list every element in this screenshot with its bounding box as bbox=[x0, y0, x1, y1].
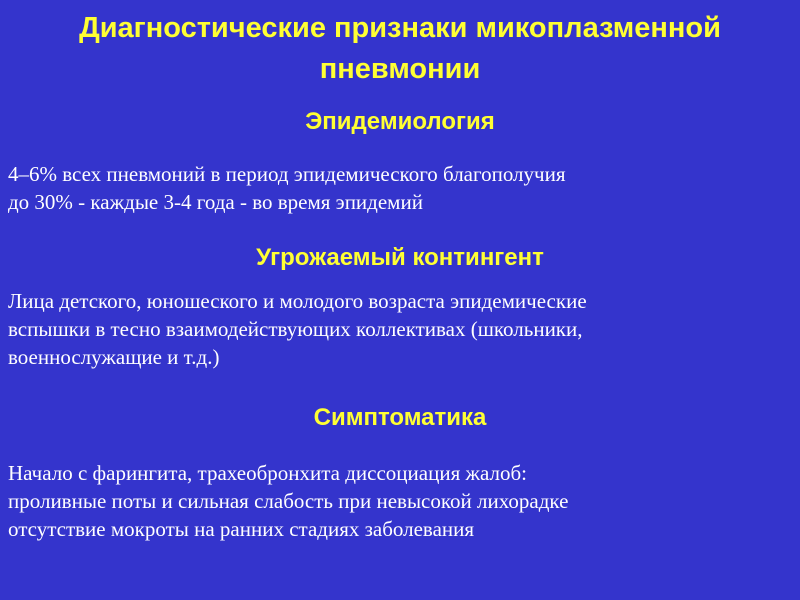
epidemiology-line-2: до 30% - каждые 3-4 года - во время эпидемий bbox=[8, 190, 423, 214]
slide-title bbox=[20, 8, 780, 90]
section-heading-symptoms: Симптоматика bbox=[313, 404, 487, 431]
risk-group-line-2: вспышки в тесно взаимодействующих коллективах (школьники, bbox=[8, 317, 583, 341]
symptoms-line-1: Начало с фарингита, трахеобронхита диссоциация жалоб: bbox=[8, 461, 528, 485]
risk-group-line-1: Лица детского, юношеского и молодого возраста эпидемические bbox=[8, 289, 587, 313]
section-body-symptoms bbox=[8, 459, 788, 543]
section-heading-epidemiology: Эпидемиология bbox=[305, 108, 495, 135]
section-heading-risk-group: Угрожаемый контингент bbox=[256, 244, 544, 271]
epidemiology-line-1: 4–6% всех пневмоний в период эпидемического благополучия bbox=[8, 162, 566, 186]
section-body-epidemiology bbox=[8, 160, 788, 216]
symptoms-line-3: отсутствие мокроты на ранних стадиях заболевания bbox=[8, 517, 475, 541]
risk-group-line-3: военнослужащие и т.д.) bbox=[8, 345, 220, 369]
symptoms-line-2: проливные поты и сильная слабость при невысокой лихорадке bbox=[8, 489, 569, 513]
slide-title-line-2: пневмонии bbox=[319, 53, 481, 85]
section-body-risk-group bbox=[8, 287, 788, 371]
slide-title-line-1: Диагностические признаки микоплазменной bbox=[79, 12, 721, 44]
